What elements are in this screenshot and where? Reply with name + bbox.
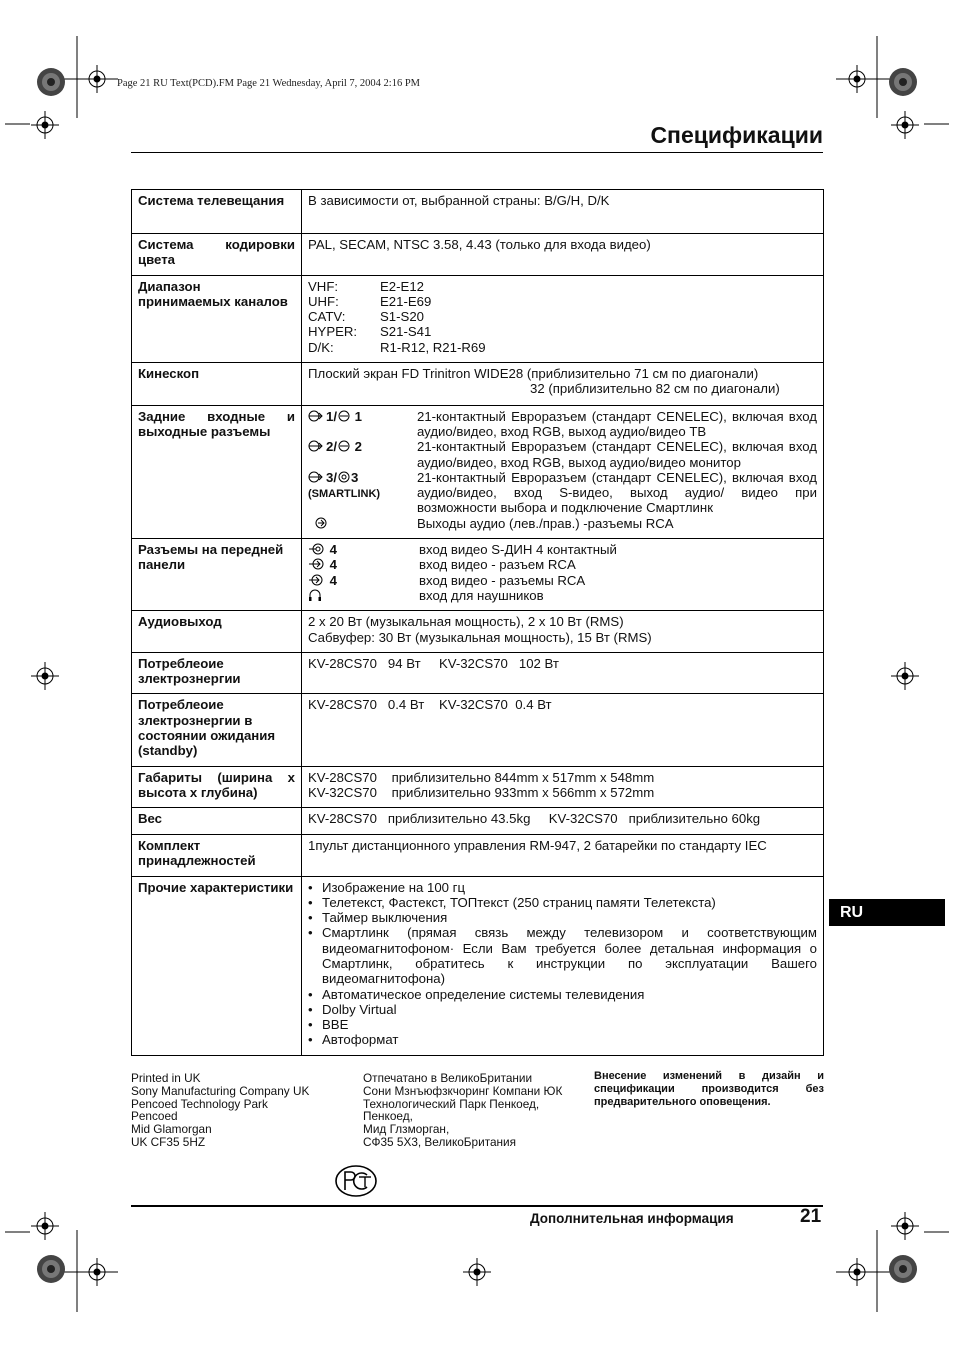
table-row	[132, 363, 824, 406]
registration-mark-icon	[891, 662, 919, 690]
row-value: KV-28CS70 0.4 Вт KV-32CS70 0.4 Вт	[302, 694, 824, 766]
table-row	[132, 190, 824, 234]
band-range: E2-E12	[380, 278, 424, 294]
row-label: Задние входные и выходные разъемы	[132, 405, 302, 538]
address-line: Отпечатано в ВеликоБритании	[363, 1071, 533, 1085]
footer-address-en	[131, 1072, 351, 1149]
connector-number: 3	[351, 469, 359, 485]
row-value	[302, 363, 824, 406]
gost-certification-icon	[333, 1163, 379, 1199]
connector-item	[308, 542, 817, 557]
row-label: Разъемы на передней панели	[132, 539, 302, 611]
footer-address-ru	[363, 1072, 588, 1149]
row-value: PAL, SECAM, NTSC 3.58, 4.43 (только для входа видео)	[302, 234, 824, 276]
table-row	[132, 652, 824, 694]
row-value: В зависимости от, выбранной страны: B/G/H, D/K	[302, 190, 824, 234]
connector-item	[308, 557, 817, 572]
table-row	[132, 876, 824, 1055]
spec-table	[131, 189, 824, 1056]
table-row	[132, 694, 824, 766]
address-line: Сони Мзнъюфзкчоринг Компани ЮК	[363, 1083, 563, 1098]
row-value	[302, 876, 824, 1055]
list-item: • Автоматическое определение системы телевидения	[308, 987, 817, 1002]
address-line: Pencoed Technology Park	[131, 1096, 268, 1111]
connector-desc: вход видео - разъемы RCA	[419, 572, 586, 588]
registration-mark-icon	[31, 111, 59, 139]
scart-out-icon	[337, 440, 351, 452]
row-value	[302, 766, 824, 808]
language-tab: RU	[829, 899, 945, 926]
registration-mark-icon	[463, 1258, 491, 1286]
row-label: Система телевещания	[132, 190, 302, 234]
scart-out-icon	[337, 410, 351, 422]
color-calibration-disc-icon	[36, 1254, 66, 1284]
connector-number: 4	[329, 542, 338, 558]
tube-line: Плоский экран FD Trinitron WIDE28 (приблизительно 71 см по диагонали)	[308, 366, 759, 382]
registration-mark-icon	[843, 1258, 871, 1286]
band-range: E21-E69	[380, 293, 432, 309]
row-value	[302, 405, 824, 538]
band-name: UHF:	[308, 293, 339, 309]
band-name: CATV:	[308, 309, 346, 325]
connector-desc: вход видео - разъем RCA	[419, 557, 576, 573]
registration-mark-icon	[891, 1212, 919, 1240]
audio-line: Сабвуфер: 30 Вт (музыкальная мощность), 15 Вт (RMS)	[308, 629, 652, 645]
connector-number: 1	[354, 408, 363, 424]
page-number: 21	[800, 1206, 822, 1227]
connector-item	[308, 409, 817, 440]
table-row	[132, 834, 824, 876]
tube-line: 32 (приблизительно 82 см по диагонали)	[530, 381, 780, 397]
table-row	[132, 234, 824, 276]
band-name: D/K:	[308, 339, 334, 355]
connector-item	[308, 470, 817, 516]
connector-desc: 21-контактный Евроразъем (стандарт CENELEC), включая вход аудио/видео, вход RGB, выход аудио/видео ТВ	[417, 408, 817, 439]
table-row	[132, 275, 824, 362]
address-line: Пенкоед,	[363, 1109, 413, 1124]
table-row	[132, 405, 824, 538]
registration-mark-icon	[83, 1258, 111, 1286]
connector-label: 1/	[326, 408, 337, 424]
address-line: Printed in UK	[131, 1071, 201, 1085]
table-row	[132, 539, 824, 611]
connector-item	[308, 573, 817, 588]
list-item: • Изображение на 100 гц	[308, 880, 817, 895]
scart-io-icon	[308, 410, 326, 422]
print-header: Page 21 RU Text(PCD).FM Page 21 Wednesday, April 7, 2004 2:16 PM	[117, 78, 421, 89]
page-title: Спецификации	[650, 122, 823, 148]
scart-io-icon	[308, 471, 326, 483]
connector-desc: 21-контактный Евроразъем (стандарт CENELEC), включая вход аудио/видео, вход RGB, выход аудио/видео монитор	[417, 439, 817, 470]
registration-mark-icon	[31, 662, 59, 690]
scart-io-icon	[308, 440, 326, 452]
smartlink-label: (SMARTLINK)	[308, 488, 381, 501]
color-calibration-disc-icon	[36, 67, 66, 97]
color-calibration-disc-icon	[888, 1254, 918, 1284]
band-name: VHF:	[308, 278, 339, 294]
list-item: • Телетекст, Фастекст, ТОПтекст (250 страниц памяти Телетекста)	[308, 895, 817, 910]
address-line: Pencoed	[131, 1109, 178, 1124]
connector-desc: вход для наушников	[419, 587, 544, 603]
row-value	[302, 275, 824, 362]
band-name: HYPER:	[308, 324, 358, 340]
connector-item	[308, 516, 817, 531]
table-row	[132, 808, 824, 834]
list-item: • Dolby Virtual	[308, 1002, 817, 1017]
list-item: • BBE	[308, 1017, 817, 1032]
row-label: Вес	[132, 808, 302, 834]
row-value	[302, 611, 824, 653]
table-row	[132, 611, 824, 653]
registration-mark-icon	[83, 65, 111, 93]
row-value: 1пульт дистанционного управления RM-947, 2 батарейки по стандарту IEC	[302, 834, 824, 876]
audio-line: 2 x 20 Вт (музыкальная мощность), 2 x 10 Вт (RMS)	[308, 614, 624, 630]
footer-rule	[131, 1205, 823, 1207]
title-rule	[131, 152, 823, 153]
dims-line: KV-28CS70 приблизительно 844mm x 517mm x 548mm	[308, 769, 655, 785]
video-in-icon	[308, 558, 326, 570]
connector-desc: 21-контактный Евроразъем (стандарт CENELEC), включая вход аудио/видео, вход S-видео, выход аудио/ видео при возможности выбора и подключение Смартлинк	[417, 469, 817, 516]
address-line: Mid Glamorgan	[131, 1122, 212, 1137]
connector-number: 2	[354, 439, 363, 455]
address-line: Мид Глзморган,	[363, 1122, 450, 1137]
registration-mark-icon	[31, 1212, 59, 1240]
row-value: KV-28CS70 приблизительно 43.5kg KV-32CS70 приблизительно 60kg	[302, 808, 824, 834]
row-label: Диапазон принимаемых каналов	[132, 275, 302, 362]
row-label: Комплект принадлежностей	[132, 834, 302, 876]
address-line: Технологический Парк Пенкоед,	[363, 1096, 540, 1111]
list-item: • Смартлинк (прямая связь между телевизором и соответствующим видеомагнитофоном· Если Вам требуется более детальная информация о Смартлинк, обратитесь к инструкции по эксплуатации Вашего видеомагнитофона)	[308, 925, 817, 986]
address-line: UK CF35 5HZ	[131, 1134, 206, 1149]
connector-desc: вход видео S-ДИН 4 контактный	[419, 542, 617, 558]
design-change-notice: Внесение изменений в дизайн и спецификации производится без предварительного оповещения.	[594, 1070, 824, 1108]
connector-label: 3/	[326, 469, 337, 485]
table-row	[132, 766, 824, 808]
dims-line: KV-32CS70 приблизительно 933mm x 566mm x 572mm	[308, 784, 655, 800]
row-label: Габариты (ширина x высота x глубина)	[132, 766, 302, 808]
row-value: KV-28CS70 94 Вт KV-32CS70 102 Вт	[302, 652, 824, 694]
address-line: СФ35 5Х3, ВеликоБритания	[363, 1134, 517, 1149]
color-calibration-disc-icon	[888, 67, 918, 97]
band-range: S1-S20	[380, 309, 424, 325]
connector-desc: Выходы аудио (лев./прав.) -разъемы RCA	[417, 515, 674, 531]
connector-item	[308, 439, 817, 470]
connector-label: 2/	[326, 439, 337, 455]
connector-item	[308, 588, 817, 603]
connector-number: 4	[329, 557, 338, 573]
connector-number: 4	[329, 572, 338, 588]
audio-out-icon	[314, 517, 330, 529]
row-label: Потреблеоие злектрознергии в состоянии ожидания (standby)	[132, 694, 302, 766]
s-video-in-icon	[308, 543, 326, 555]
registration-mark-icon	[843, 65, 871, 93]
row-value	[302, 539, 824, 611]
scart-s-icon	[337, 471, 351, 483]
row-label: Кинескоп	[132, 363, 302, 406]
address-line: Sony Manufacturing Company UK	[131, 1083, 310, 1098]
list-item: • Автоформат	[308, 1032, 817, 1047]
row-label: Прочие характеристики	[132, 876, 302, 1055]
band-range: S21-S41	[380, 324, 432, 340]
row-label: Система кодировки цвета	[132, 234, 302, 276]
registration-mark-icon	[891, 111, 919, 139]
band-range: R1-R12, R21-R69	[380, 339, 486, 355]
footer-section-title: Дополнительная информация	[530, 1211, 734, 1226]
row-label: Аудиовыход	[132, 611, 302, 653]
row-label: Потреблеоие злектрознергии	[132, 652, 302, 694]
list-item: • Таймер выключения	[308, 910, 817, 925]
audio-in-icon	[308, 574, 326, 586]
headphones-icon	[308, 589, 322, 601]
